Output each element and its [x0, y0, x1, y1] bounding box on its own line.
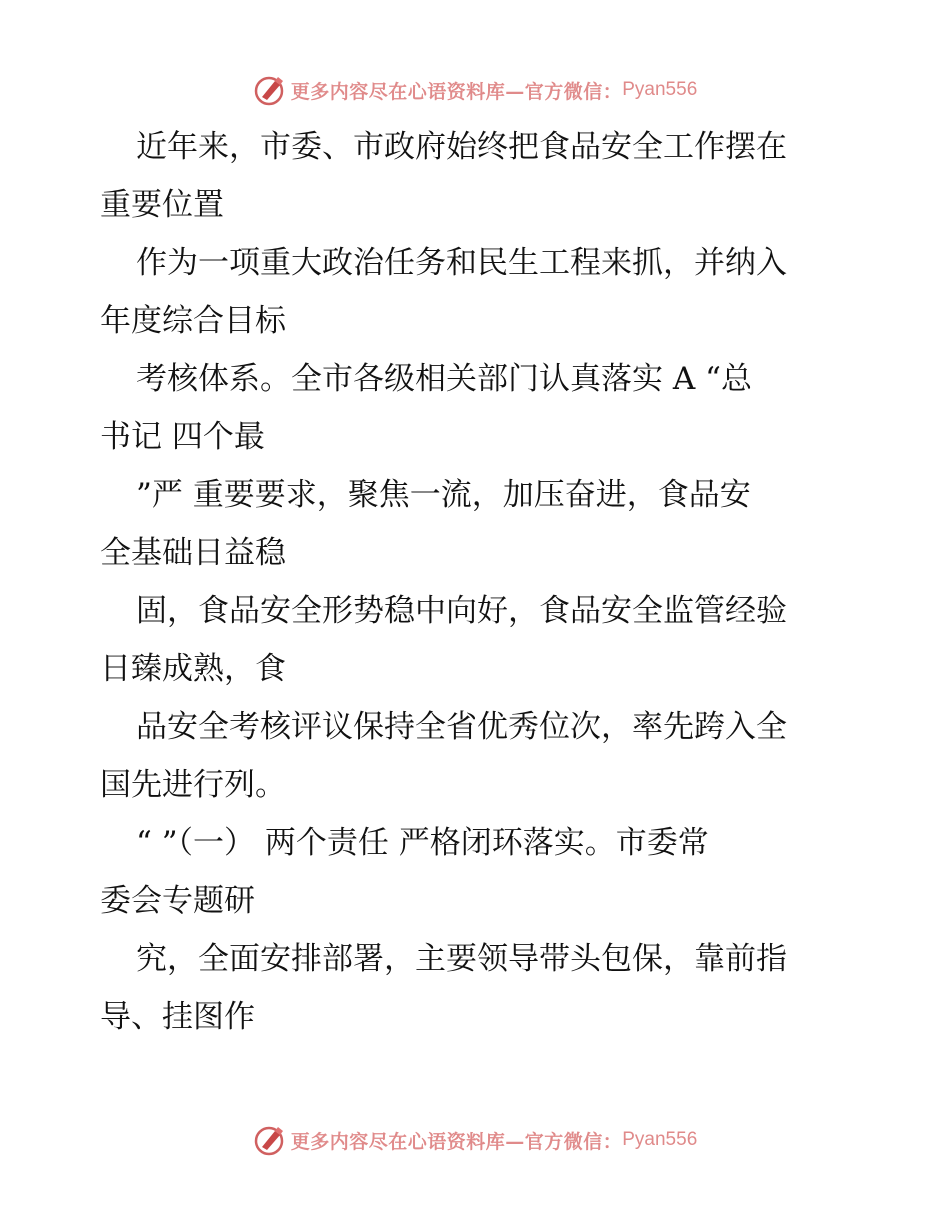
paragraph — [100, 466, 860, 582]
paragraph-line: 固，食品安全形势稳中向好，食品安全监管经验 — [136, 593, 787, 629]
pen-logo-icon — [253, 1123, 287, 1157]
paragraph-line: ”严 重要要求，聚焦一流，加压奋进，食品安 — [136, 477, 751, 513]
paragraph — [100, 582, 860, 698]
paragraph — [100, 350, 860, 466]
pen-logo-icon — [253, 73, 287, 107]
paragraph-line: 年度综合目标 — [100, 303, 286, 339]
paragraph-line: 究，全面安排部署，主要领导带头包保，靠前指 — [136, 941, 787, 977]
paragraph — [100, 118, 860, 234]
watermark-wechat-id: Pyan556 — [622, 79, 698, 100]
paragraph-line: 品安全考核评议保持全省优秀位次，率先跨入全 — [136, 709, 787, 745]
paragraph-line: 委会专题研 — [100, 883, 255, 919]
paragraph — [100, 234, 860, 350]
paragraph — [100, 814, 860, 930]
paragraph-line: 考核体系。全市各级相关部门认真落实 A “总 — [136, 361, 752, 397]
footer-watermark — [0, 1120, 950, 1160]
paragraph-line: “ ”（一） 两个责任 严格闭环落实。市委常 — [136, 825, 709, 861]
paragraph-line: 书记 四个最 — [100, 419, 265, 455]
paragraph — [100, 930, 860, 1046]
watermark-wechat-id: Pyan556 — [622, 1129, 698, 1150]
paragraph-line: 日臻成熟，食 — [100, 651, 286, 687]
paragraph-line: 重要位置 — [100, 187, 224, 223]
header-watermark — [0, 70, 950, 110]
paragraph-line: 导、挂图作 — [100, 999, 255, 1035]
paragraph-line: 近年来，市委、市政府始终把食品安全工作摆在 — [136, 129, 787, 165]
watermark-text: 更多内容尽在心语资料库—官方微信： — [290, 1130, 623, 1153]
paragraph-line: 全基础日益稳 — [100, 535, 286, 571]
paragraph — [100, 698, 860, 814]
document-body — [100, 118, 860, 1046]
paragraph-line: 作为一项重大政治任务和民生工程来抓，并纳入 — [136, 245, 787, 281]
watermark-text: 更多内容尽在心语资料库—官方微信： — [290, 80, 623, 103]
paragraph-line: 国先进行列。 — [100, 767, 286, 803]
